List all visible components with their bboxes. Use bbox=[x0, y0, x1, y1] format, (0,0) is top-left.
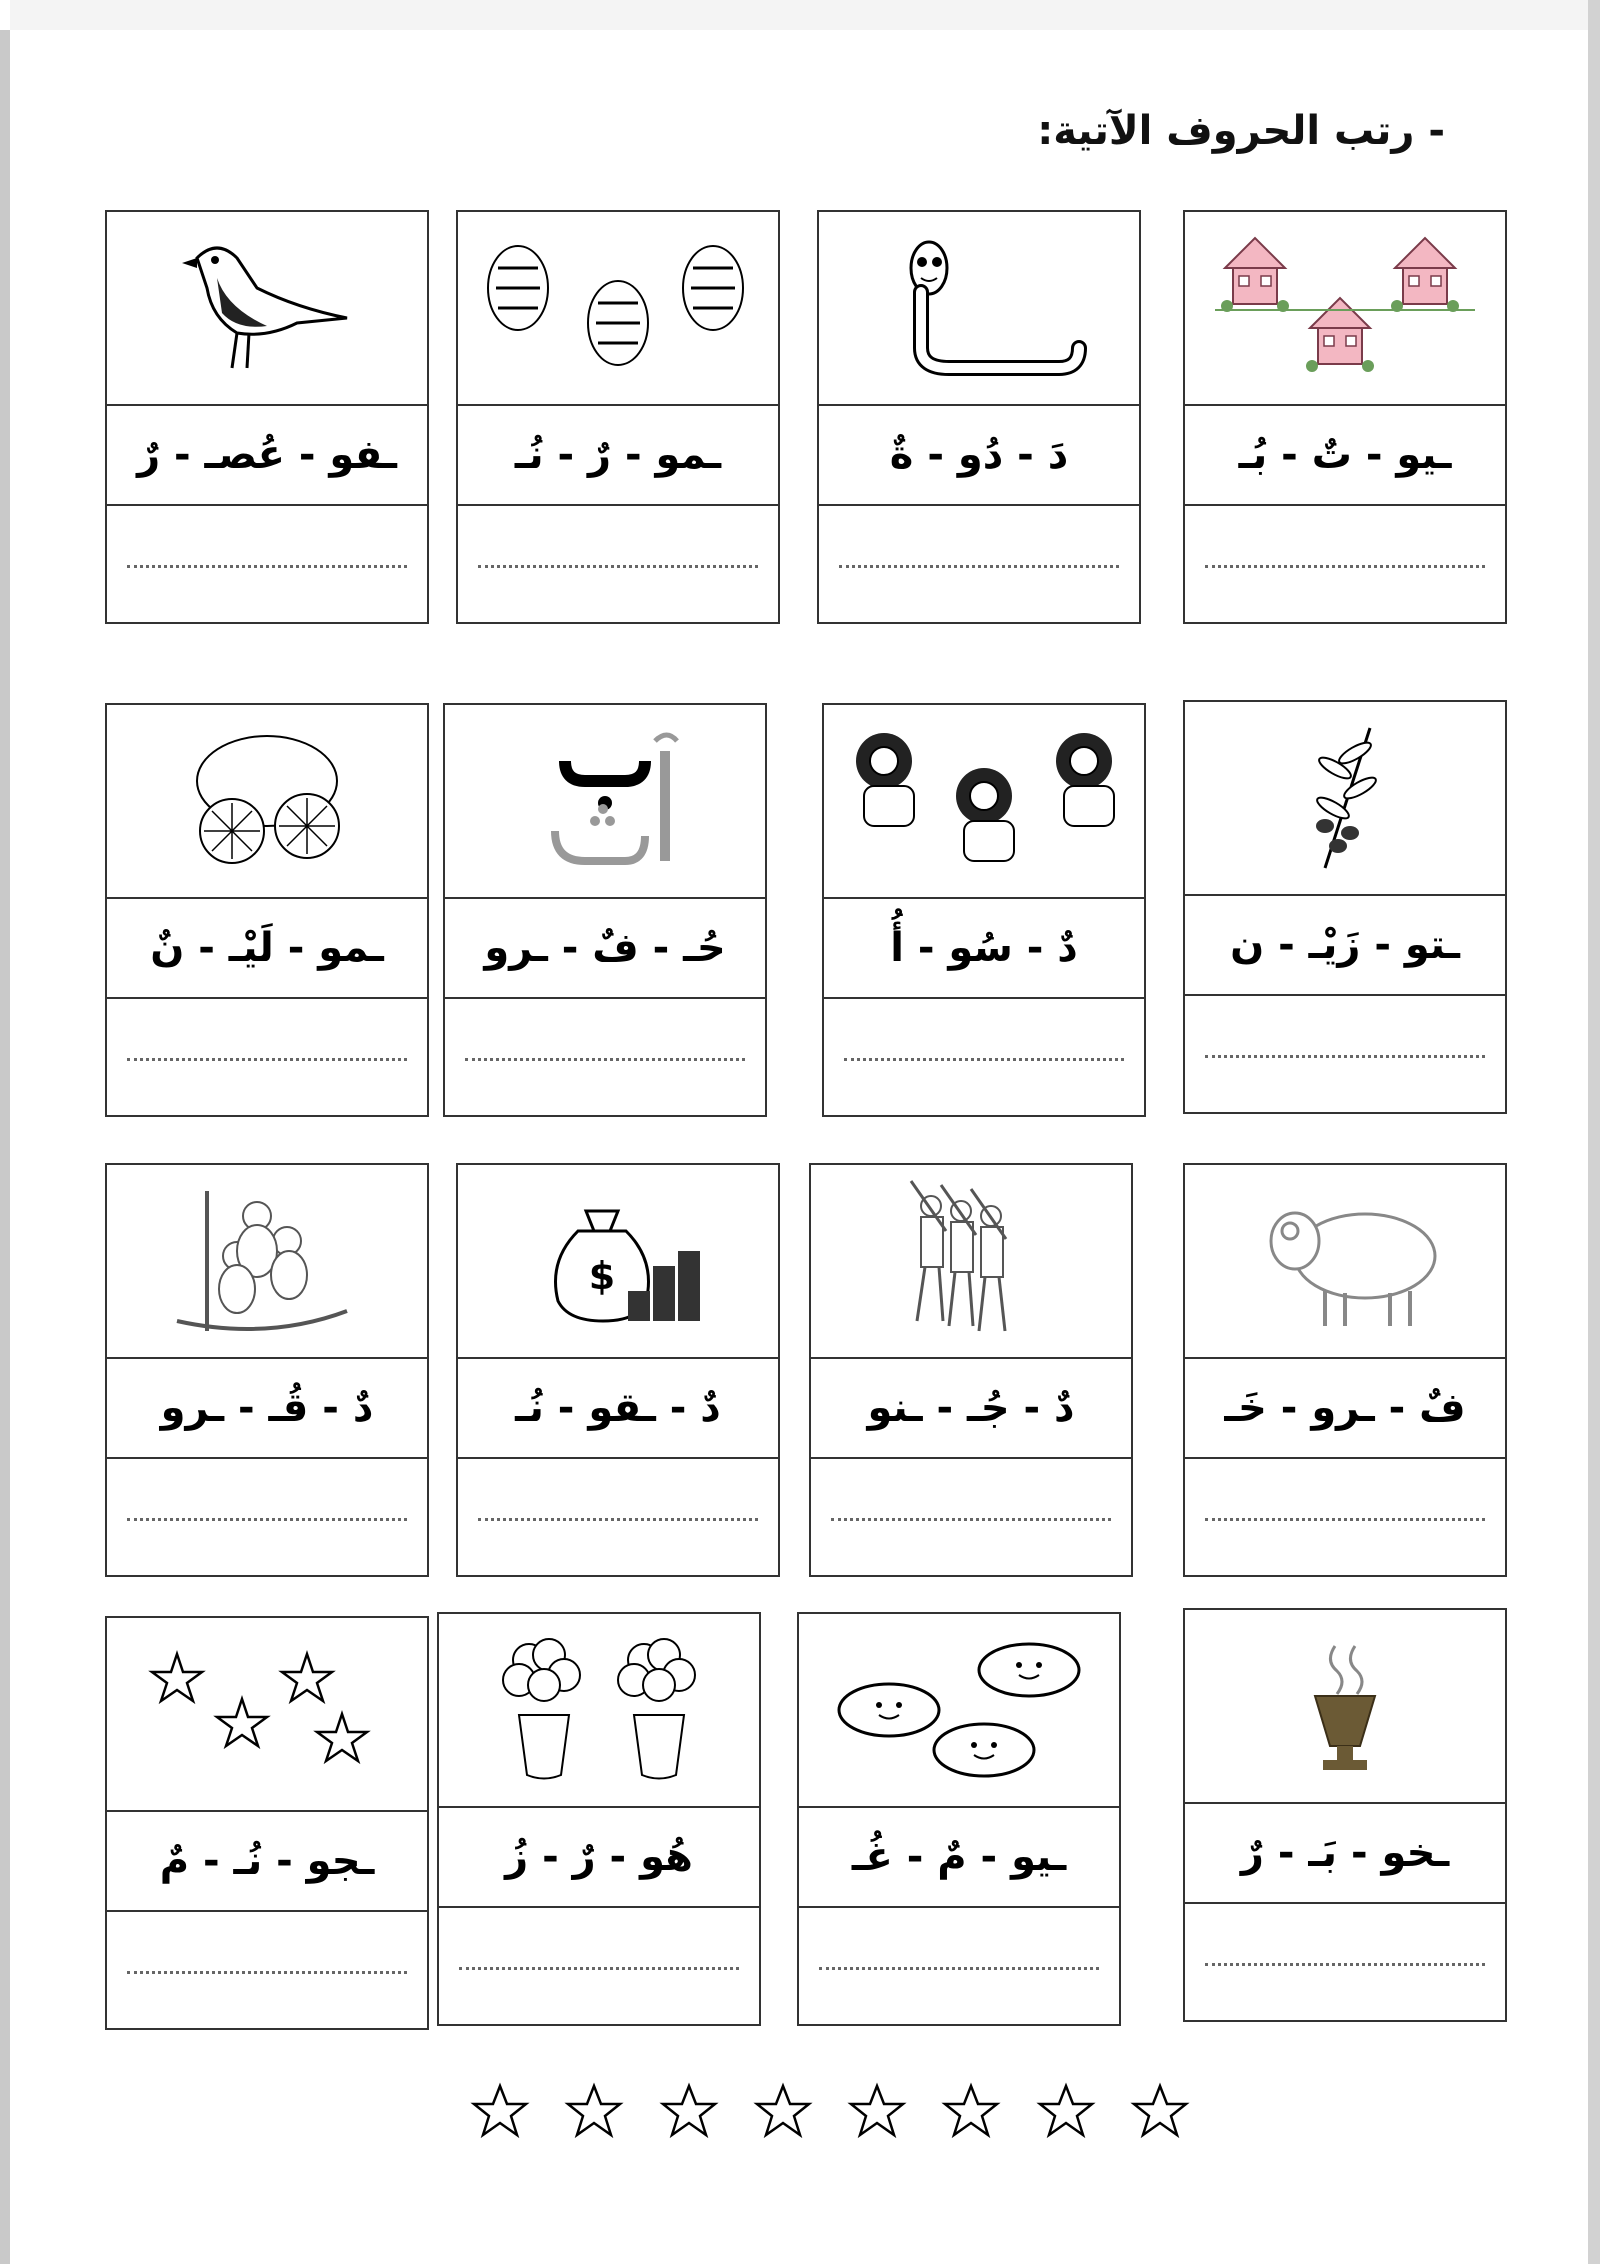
picture-box bbox=[107, 1618, 427, 1812]
answer-line[interactable] bbox=[1185, 1904, 1505, 2018]
answer-line[interactable] bbox=[1185, 506, 1505, 620]
sheep-icon bbox=[1195, 1171, 1495, 1351]
letters-label: ـجو - نُـ - مٌ bbox=[107, 1812, 427, 1912]
answer-line[interactable] bbox=[1185, 1459, 1505, 1573]
picture-box bbox=[811, 1165, 1131, 1359]
card-monkeys bbox=[105, 1163, 429, 1577]
star-icon bbox=[753, 2082, 813, 2142]
card-money bbox=[456, 1163, 780, 1577]
answer-line[interactable] bbox=[824, 999, 1144, 1113]
picture-box bbox=[439, 1614, 759, 1808]
bird-icon bbox=[117, 218, 417, 398]
page-edge-right bbox=[1588, 0, 1600, 2264]
letters-icon bbox=[455, 711, 755, 891]
card-bird bbox=[105, 210, 429, 624]
card-tigers bbox=[456, 210, 780, 624]
star-icon bbox=[941, 2082, 1001, 2142]
letters-label: دٌ - ـقو - نُـ bbox=[458, 1359, 778, 1459]
money-bag-icon bbox=[468, 1171, 768, 1351]
answer-line[interactable] bbox=[1185, 996, 1505, 1110]
card-lemons bbox=[105, 703, 429, 1117]
star-icon bbox=[1130, 2082, 1190, 2142]
answer-line[interactable] bbox=[445, 999, 765, 1113]
incense-burner-icon bbox=[1195, 1616, 1495, 1796]
svg-text:$: $ bbox=[588, 1254, 616, 1298]
letters-label: ـيو - تٌ - بُـ bbox=[1185, 406, 1505, 506]
tigers-icon bbox=[468, 218, 768, 398]
card-soldiers bbox=[809, 1163, 1133, 1577]
clouds-icon bbox=[809, 1620, 1109, 1800]
card-stars bbox=[105, 1616, 429, 2030]
star-icon bbox=[470, 2082, 530, 2142]
letters-label: ـمو - لَيْـ - نٌ bbox=[107, 899, 427, 999]
picture-box bbox=[1185, 1165, 1505, 1359]
star-icon bbox=[847, 2082, 907, 2142]
lions-icon bbox=[834, 711, 1134, 891]
star-icon bbox=[1036, 2082, 1096, 2142]
card-olive bbox=[1183, 700, 1507, 1114]
picture-box bbox=[799, 1614, 1119, 1808]
answer-line[interactable] bbox=[799, 1908, 1119, 2022]
stars-group-icon bbox=[117, 1624, 417, 1804]
monkeys-icon bbox=[117, 1171, 417, 1351]
page-edge-left bbox=[0, 30, 10, 2264]
letters-label: ـخو - بَـ - رٌ bbox=[1185, 1804, 1505, 1904]
letters-label: فٌ - ـرو - خَـ bbox=[1185, 1359, 1505, 1459]
star-icon bbox=[659, 2082, 719, 2142]
answer-line[interactable] bbox=[107, 1912, 427, 2026]
title-text: رتب الحروف الآتية: bbox=[1037, 108, 1415, 154]
answer-line[interactable] bbox=[439, 1908, 759, 2022]
letters-label: دَ - دُو - ةٌ bbox=[819, 406, 1139, 506]
letters-label: ـمو - رٌ - نُـ bbox=[458, 406, 778, 506]
soldiers-icon bbox=[821, 1171, 1121, 1351]
picture-box bbox=[458, 212, 778, 406]
letters-label: ـيو - مٌ - غُـ bbox=[799, 1808, 1119, 1908]
letters-label: دٌ - جُـ - ـنو bbox=[811, 1359, 1131, 1459]
answer-line[interactable] bbox=[819, 506, 1139, 620]
card-incense bbox=[1183, 1608, 1507, 2022]
picture-box bbox=[107, 705, 427, 899]
card-sheep bbox=[1183, 1163, 1507, 1577]
star-icon bbox=[564, 2082, 624, 2142]
answer-line[interactable] bbox=[107, 999, 427, 1113]
worm-icon bbox=[829, 218, 1129, 398]
letters-label: ـفو - عُصـ - رٌ bbox=[107, 406, 427, 506]
answer-line[interactable] bbox=[811, 1459, 1131, 1573]
answer-line[interactable] bbox=[107, 506, 427, 620]
letters-label: دٌ - سُو - أُ bbox=[824, 899, 1144, 999]
card-houses bbox=[1183, 210, 1507, 624]
picture-box bbox=[445, 705, 765, 899]
letters-label: هُو - رٌ - زُ bbox=[439, 1808, 759, 1908]
answer-line[interactable] bbox=[107, 1459, 427, 1573]
letters-label: دٌ - قُـ - ـرو bbox=[107, 1359, 427, 1459]
title-dash: - bbox=[1428, 108, 1445, 154]
picture-box bbox=[107, 1165, 427, 1359]
letters-label: ـتو - زَيْـ - ن bbox=[1185, 896, 1505, 996]
page-top-strip bbox=[10, 0, 1588, 30]
picture-box bbox=[107, 212, 427, 406]
flower-pots-icon bbox=[449, 1620, 749, 1800]
answer-line[interactable] bbox=[458, 1459, 778, 1573]
picture-box bbox=[458, 1165, 778, 1359]
olive-branch-icon bbox=[1195, 708, 1495, 888]
picture-box bbox=[1185, 1610, 1505, 1804]
footer-stars bbox=[470, 2082, 1190, 2152]
card-worm bbox=[817, 210, 1141, 624]
worksheet-title bbox=[1037, 108, 1445, 154]
picture-box bbox=[819, 212, 1139, 406]
card-letters bbox=[443, 703, 767, 1117]
answer-line[interactable] bbox=[458, 506, 778, 620]
lemons-icon bbox=[117, 711, 417, 891]
houses-icon bbox=[1195, 218, 1495, 398]
card-flower-pots bbox=[437, 1612, 761, 2026]
picture-box bbox=[824, 705, 1144, 899]
card-lions bbox=[822, 703, 1146, 1117]
card-clouds bbox=[797, 1612, 1121, 2026]
letters-label: حُـ - فٌ - ـرو bbox=[445, 899, 765, 999]
picture-box bbox=[1185, 702, 1505, 896]
picture-box bbox=[1185, 212, 1505, 406]
